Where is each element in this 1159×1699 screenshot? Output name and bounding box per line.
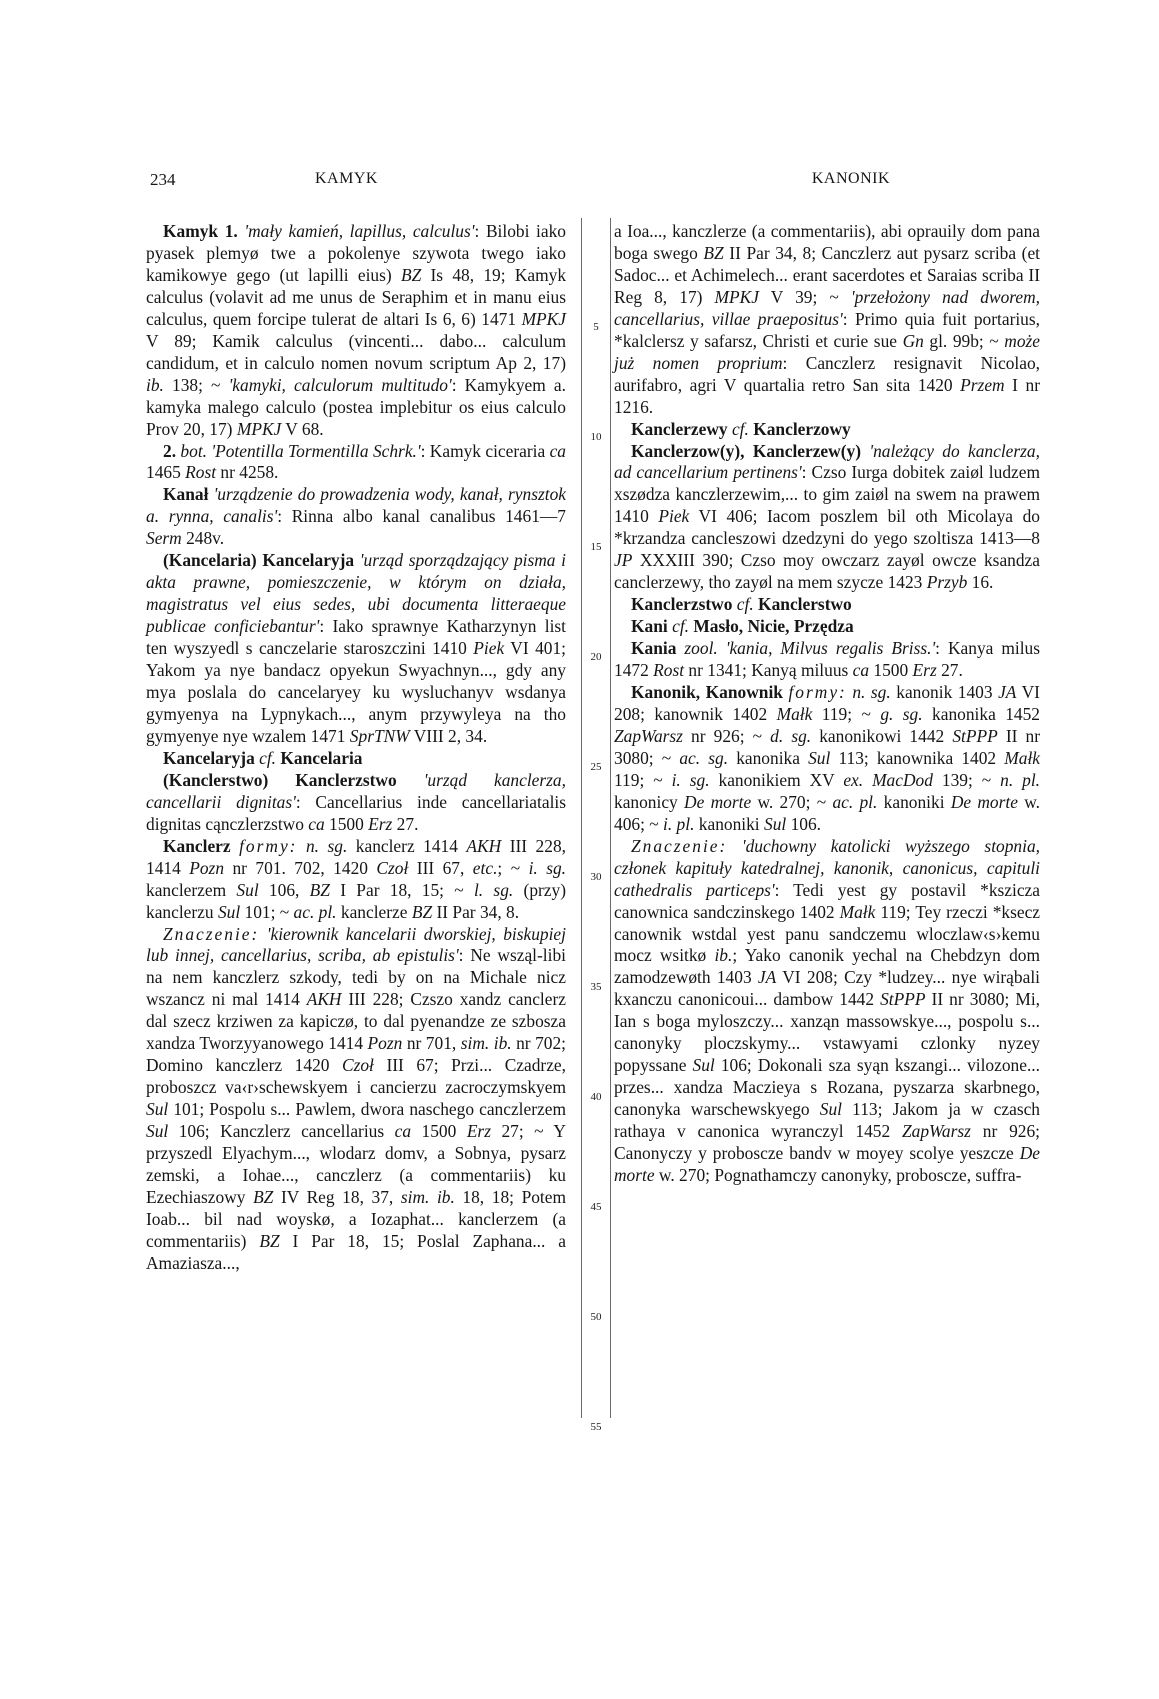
grammar-label: i. pl. xyxy=(663,813,695,834)
source-abbrev: Sul xyxy=(236,879,259,900)
gloss: 'kania, Milvus regalis Briss.' xyxy=(725,638,936,659)
entry-text: II nr 3080; Mi, Ian s boga myloszczy... xanząn massowskye..., pospolu s... canonyky ploczskymy... vstawyami czlonky nyzey popyssane xyxy=(614,989,1040,1076)
entry-text: V 68. xyxy=(281,418,324,439)
line-number: 55 xyxy=(590,1421,602,1433)
entry-text: II nr 3080; ~ xyxy=(614,725,1041,768)
gloss: 'urząd kanclerza, cancellarii dignitas' xyxy=(146,769,566,812)
entry-kanal xyxy=(146,484,566,550)
entry-text: XXXIII 390; Czso moy owczarz zayøl owcze ksandza canclerzewy, tho zayøl na mem szycze 1423 xyxy=(614,550,1040,593)
source-abbrev: ex. MacDod xyxy=(843,769,933,790)
source-abbrev: Serm xyxy=(146,528,182,549)
entry-text: III 67, xyxy=(408,857,473,878)
entry-text: : Bilobi iako pyasek plemyø twe a pokolenye szywota twego iako kamikowye gego (ut lapilli eius) xyxy=(146,221,566,285)
entry-text: 113; kanownika 1402 xyxy=(830,747,1005,768)
entry-text: : Iako sprawnye Katharzynyn list ten wyszyedl s canczelarie staroszczini 1410 xyxy=(146,616,566,659)
left-column xyxy=(146,221,566,1275)
entry-text: kanoniki xyxy=(694,813,764,834)
source-abbrev: JA xyxy=(998,682,1017,703)
source-abbrev: Rost xyxy=(653,660,685,681)
entry-text: a Ioa..., kanczlerze (a commentariis), abi oprauily dom pana boga swego xyxy=(614,221,1040,263)
entry-text: kanoniki xyxy=(877,791,951,812)
entry-text: 119; ~ xyxy=(614,769,672,790)
entry-kancelaryja xyxy=(146,550,566,748)
sense-number: 2. xyxy=(163,440,177,461)
source-abbrev: AKH xyxy=(306,989,342,1010)
line-number: 10 xyxy=(590,431,602,443)
source-abbrev: Piek xyxy=(473,638,505,659)
entry-text: (przy) kanclerzu xyxy=(146,879,567,922)
gloss: 'urząd sporządzający pisma i akta prawne, pomieszczenie, w którym on działa, magistratus vel eius sedes, ubi documenta litteraeque publicae conficiebantur' xyxy=(146,550,566,637)
entry-text: : Czso Iurga dobitek zaiøl ludzem xszødza kanczlerzewim,... to gim zaiøl na swem na prawem 1410 xyxy=(614,462,1040,527)
cf-abbrev: cf. xyxy=(731,418,749,439)
source-abbrev: MPKJ xyxy=(521,308,566,329)
circa-abbrev: ca xyxy=(549,440,566,461)
entry-text: VI 208; kanownik 1402 xyxy=(614,682,1040,724)
entry-text: 1465 xyxy=(146,462,186,483)
sim-abbrev: sim. ib. xyxy=(460,1033,512,1054)
entry-kanclerz-continued xyxy=(614,221,1040,419)
entry-text: : Kamyk ciceraria xyxy=(420,440,550,461)
entry-text: III 228; Czszo xandz canclerz dal szecz krziwen za kapiczø, to dal pyenandze ze szbosza xandza Tworzyyanowego 1414 xyxy=(146,989,566,1054)
right-column xyxy=(614,221,1040,1187)
section-label: formy: xyxy=(788,682,847,703)
gloss: 'Potentilla Tormentilla Schrk.' xyxy=(211,440,421,461)
cross-reference: Kanclerstwo xyxy=(758,594,852,615)
source-abbrev: JA xyxy=(757,967,777,988)
entry-kanonik-formy xyxy=(614,682,1040,836)
headword: Kani xyxy=(631,616,668,637)
entry-text: 113; Jakom ja w czasch rathaya v canonica wyranczyl 1452 xyxy=(614,1099,1040,1142)
entry-kanclerz-znaczenie xyxy=(146,924,566,1275)
circa-abbrev: ca xyxy=(852,660,870,681)
line-number: 45 xyxy=(590,1201,602,1213)
headword: Kanclerzstwo xyxy=(631,594,733,615)
headword: Kanclerzow(y), Kanclerzew(y) xyxy=(631,440,861,461)
entry-text: kanonika xyxy=(728,747,809,768)
gloss: może już nomen proprium xyxy=(614,330,1041,373)
grammar-label: l. sg. xyxy=(473,879,514,900)
grammar-label: d. sg. xyxy=(770,725,812,746)
source-abbrev: BZ xyxy=(259,1230,280,1251)
entry-text: kanclerzem xyxy=(146,879,237,900)
grammar-label: i. sg. xyxy=(528,857,567,878)
entry-kanclerzowy xyxy=(614,441,1040,595)
entry-text: 27; ~ Y przyszedl Elyachym..., wlodarz domv, a Sobnya, pysarz zemski, a Iohae..., canczlerz (a commentariis) ku Ezechiaszowy xyxy=(146,1121,566,1207)
entry-text: 106, xyxy=(258,879,310,900)
sim-abbrev: sim. ib. xyxy=(400,1186,455,1207)
entry-text: V 89; Kamik calculus (vincenti... dabo... calculum candidum, et in calculo nomen novum scriptum Ap 2, 17) xyxy=(146,330,566,373)
entry-text: kanonikiem XV xyxy=(709,769,844,790)
gloss: 'należący do kanclerza, ad cancellarium pertinens' xyxy=(614,440,1040,483)
grammar-label: n. sg. xyxy=(852,682,891,703)
line-number: 25 xyxy=(590,761,602,773)
entry-text: : Kanya milus 1472 xyxy=(614,638,1040,681)
entry-kanonik-znaczenie xyxy=(614,836,1040,1187)
headword: (Kancelaria) Kancelaryja xyxy=(163,550,355,571)
source-abbrev: Rost xyxy=(185,462,217,483)
entry-text: 138; ~ xyxy=(163,374,229,395)
entry-text: nr 4258. xyxy=(216,462,279,483)
section-label: Znaczenie: xyxy=(163,923,260,944)
entry-text: II Par 34, 8. xyxy=(432,901,520,922)
source-abbrev: De morte xyxy=(950,791,1018,812)
etc-abbrev: etc. xyxy=(472,857,498,878)
grammar-label: n. pl. xyxy=(1000,769,1040,790)
section-label: formy: xyxy=(239,835,298,856)
entry-kanclerzstwo xyxy=(146,770,566,836)
headword: Kanonik, Kanownik xyxy=(631,682,783,703)
running-header xyxy=(150,170,890,200)
left-running-headword: KAMYK xyxy=(315,170,378,187)
source-abbrev: Erz xyxy=(912,660,937,681)
column-rule-left xyxy=(581,218,582,1418)
entry-text: kanonicy xyxy=(614,791,685,812)
entry-kancelaryja-crossref xyxy=(146,748,566,770)
source-abbrev: BZ xyxy=(703,242,724,263)
source-abbrev: De morte xyxy=(614,1143,1040,1185)
domain-label: bot. xyxy=(180,440,207,461)
entry-text: kanclerze xyxy=(336,901,412,922)
source-abbrev: Piek xyxy=(658,506,690,527)
entry-text: III 228, 1414 xyxy=(146,835,566,878)
gloss: 'kamyki, calculorum multitudo' xyxy=(228,374,452,395)
entry-kamyk xyxy=(146,221,566,441)
source-abbrev: Sul xyxy=(808,747,831,768)
headword: Kamyk 1. xyxy=(163,221,238,241)
source-abbrev: Przem xyxy=(960,374,1005,395)
entry-text: I nr 1216. xyxy=(614,374,1040,417)
entry-text: 16. xyxy=(967,572,994,593)
grammar-label: n. sg. xyxy=(305,835,348,856)
section-label: Znaczenie: xyxy=(631,835,728,856)
line-number: 50 xyxy=(590,1311,602,1323)
entry-text: kanonik 1403 xyxy=(890,682,999,703)
source-abbrev: SprTNW xyxy=(349,725,410,746)
source-abbrev: BZ xyxy=(411,901,433,922)
source-abbrev: ZapWarsz xyxy=(901,1121,971,1142)
line-number: 40 xyxy=(590,1091,602,1103)
cf-abbrev: cf. xyxy=(736,594,754,615)
entry-text: 27. xyxy=(392,813,419,834)
entry-text: IV Reg 18, 37, xyxy=(273,1186,401,1207)
headword: (Kanclerstwo) Kanclerzstwo xyxy=(163,769,397,790)
headword: Kanclerz xyxy=(163,835,231,856)
line-number: 15 xyxy=(590,541,602,553)
source-abbrev: Sul xyxy=(146,1121,169,1142)
entry-text: I Par 18, 15; ~ xyxy=(329,879,474,900)
entry-text: nr 702; Domino kanczlerz 1420 xyxy=(146,1033,566,1076)
source-abbrev: Erz xyxy=(466,1121,491,1142)
entry-text: : Primo quia fuit portarius, *kalclersz y safarsz, Christi et curie sue xyxy=(614,308,1040,351)
right-running-headword: KANONIK xyxy=(811,170,890,187)
source-abbrev: Sul xyxy=(819,1099,843,1120)
entry-text: w. 270; ~ xyxy=(751,791,833,812)
source-abbrev: ib. xyxy=(714,945,733,966)
entry-kani-crossref xyxy=(614,616,1040,638)
line-number: 20 xyxy=(590,651,602,663)
entry-text: nr 926; Canonyczy y proboscze bandv w moyey scolye yeszcze xyxy=(614,1121,1040,1164)
source-abbrev: Gn xyxy=(902,330,924,351)
cf-abbrev: cf. xyxy=(259,747,277,768)
entry-text: : Kamykyem a. kamyka malego calculo (postea implebitur os eius calculo Prov 20, 17) xyxy=(146,374,566,439)
entry-text: V 39; ~ xyxy=(758,286,851,307)
entry-text: VI 406; Iacom poszlem bil oth Micolaya do *krzandza cancleszowi dzedzyni do yego szoltisza 1413—8 xyxy=(614,506,1040,549)
source-abbrev: Pozn xyxy=(189,857,225,878)
entry-text: 139; ~ xyxy=(932,769,1001,790)
entry-text: nr 701. 702, 1420 xyxy=(224,857,377,878)
headword: Kanał xyxy=(163,484,209,505)
entry-text: 248v. xyxy=(181,528,225,549)
source-abbrev: BZ xyxy=(400,264,422,285)
headword: Kancelaryja xyxy=(163,747,255,768)
source-abbrev: Erz xyxy=(368,813,393,834)
entry-text: : Ne wsząl-libi na nem kanczlerz szkody, tedi by on na Michale nicz wszancz ni mal 1414 xyxy=(146,945,566,1010)
gloss: 'przełożony nad dworem, cancellarius, villae praepositus' xyxy=(614,286,1041,329)
entry-text: w. 406; ~ xyxy=(614,791,1041,834)
entry-text: : Cancellarius inde cancellariatalis dignitas cąnczlerzstwo xyxy=(146,791,567,834)
entry-text: kanonikowi 1442 xyxy=(811,725,953,746)
entry-text: VI 208; Czy *ludzey... nye wirąbali kxanczu canonicoui... dambow 1442 xyxy=(614,967,1040,1010)
entry-text: VI 401; Yakom ya nye bandacz opyekun Swyachnyn..., gdy any mya poslala do cancelaryey ku wysluchanyv wsdanya gymyenya na Lypnykach..., anym przywyleya na tho gymyenye nye wzalem 1471 xyxy=(146,638,566,746)
entry-text: : Tedi yest gy postavil *kszicza canownica sandczinskego 1402 xyxy=(614,879,1040,922)
source-abbrev: Małk xyxy=(776,703,813,724)
entry-text: 27. xyxy=(936,660,963,681)
source-abbrev: Sul xyxy=(692,1055,715,1076)
gloss: 'duchowny katolicki wyższego stopnia, członek kapituły katedralnej, kanonik, canonicus, capituli cathedralis particeps' xyxy=(614,835,1040,900)
source-abbrev: Sul xyxy=(217,901,241,922)
entry-text: 101; ~ xyxy=(240,901,294,922)
entry-text: 101; Pospolu s... Pawlem, dwora naschego canczlerzem xyxy=(168,1099,566,1120)
line-number: 5 xyxy=(593,321,599,333)
entry-text: I Par 18, 15; Poslal Zaphana... a Amaziasza..., xyxy=(146,1230,566,1273)
headword: Kanclerzewy xyxy=(631,418,728,439)
entry-text: kanonika 1452 xyxy=(922,703,1041,724)
entry-text: kanclerz 1414 xyxy=(347,835,467,856)
page-number: 234 xyxy=(150,170,176,189)
entry-text: Is 48, 19; Kamyk calculus (volavit ad me unus de Seraphim et in manu eius calculus, quem forcipe tulerat de altari Is 6, 6) 1471 xyxy=(146,264,567,329)
grammar-label: g. sg. xyxy=(880,703,923,724)
entry-text: 119; ~ xyxy=(812,703,881,724)
source-abbrev: Sul xyxy=(146,1099,169,1120)
entry-text: 1500 xyxy=(869,660,913,681)
entry-text: II Par 34, 8; Canczlerz aut pysarz scriba (et Sadoc... et Achimelech... erant sacerdotes et Saraias scriba II Reg 8, 17) xyxy=(614,242,1041,307)
source-abbrev: ZapWarsz xyxy=(614,725,683,746)
entry-text: VIII 2, 34. xyxy=(409,725,488,746)
source-abbrev: AKH xyxy=(466,835,502,856)
entry-text: : Canczlerz resignavit Nicolao, aurifabro, agri V quartalia retro San sita 1420 xyxy=(614,352,1040,395)
entry-text: nr 926; ~ xyxy=(682,725,771,746)
grammar-label: ac. pl. xyxy=(832,791,878,812)
source-abbrev: Małk xyxy=(839,901,876,922)
entry-text: 18, 18; Potem Ioab... bil nad woyskø, a Iozaphat... kanclerzem (a commentariis) xyxy=(146,1186,567,1251)
source-abbrev: ib. xyxy=(146,374,164,395)
gloss: 'kierownik kancelarii dworskiej, biskupiej lub innej, cancellarius, scriba, ab epistulis' xyxy=(146,923,566,966)
circa-abbrev: ca xyxy=(394,1121,412,1142)
entry-text: ; Yako canonik yechal na Chebdzyn dom zamodzewøth 1403 xyxy=(614,945,1040,988)
entry-text: nr 701, xyxy=(402,1033,461,1054)
entry-kanclerzstwo-crossref xyxy=(614,594,1040,616)
source-abbrev: Przyb xyxy=(926,572,968,593)
entry-kamyk-2 xyxy=(146,441,566,485)
entry-text: gl. 99b; ~ xyxy=(923,330,1005,351)
grammar-label: ac. pl. xyxy=(293,901,337,922)
source-abbrev: De morte xyxy=(684,791,752,812)
cross-reference: Masło, Nicie, Przędza xyxy=(693,616,854,637)
source-abbrev: MPKJ xyxy=(236,418,282,439)
source-abbrev: MPKJ xyxy=(714,286,759,307)
domain-label: zool. xyxy=(684,638,718,659)
source-abbrev: Sul xyxy=(764,813,787,834)
entry-text: 106. xyxy=(786,813,822,834)
line-number: 30 xyxy=(590,871,602,883)
entry-text: : Rinna albo kanal canalibus 1461—7 xyxy=(277,506,566,527)
entry-kanclerz-formy xyxy=(146,836,566,924)
source-abbrev: BZ xyxy=(253,1186,274,1207)
line-number: 35 xyxy=(590,981,602,993)
grammar-label: i. sg. xyxy=(671,769,710,790)
entry-text: 119; Tey rzeczi *ksecz canownik wstdal yest panu sandczemu wloczlaw‹s›kemu mocz wsitkø xyxy=(614,901,1041,966)
entry-kania xyxy=(614,638,1040,682)
cross-reference: Kancelaria xyxy=(280,747,363,768)
entry-text: 106; Kanczlerz cancellarius xyxy=(168,1121,395,1142)
source-abbrev: Czoł xyxy=(342,1055,374,1076)
source-abbrev: Pozn xyxy=(367,1033,403,1054)
circa-abbrev: ca xyxy=(308,813,325,834)
cross-reference: Kanclerzowy xyxy=(753,418,851,439)
source-abbrev: BZ xyxy=(309,879,330,900)
source-abbrev: Czoł xyxy=(376,857,409,878)
entry-text: 106; Dokonali sza syąn kszangi... vilozone... przes... xandza Maczieya s Rozana, pyszarza skarbnego, canonyka warschewskyego xyxy=(614,1055,1040,1120)
grammar-label: ac. sg. xyxy=(679,747,729,768)
gloss: 'mały kamień, lapillus, calculus' xyxy=(244,221,475,241)
entry-text: w. 270; Pognathamczy canonyky, proboscze, suffra- xyxy=(654,1164,1022,1185)
column-rule-right xyxy=(610,218,611,1418)
entry-text: nr 1341; Kanyą miluus xyxy=(684,660,853,681)
source-abbrev: Małk xyxy=(1004,747,1041,768)
source-abbrev: StPPP xyxy=(880,989,926,1010)
source-abbrev: JP xyxy=(614,550,633,571)
headword: Kania xyxy=(631,638,677,659)
gloss: 'urządzenie do prowadzenia wody, kanał, rynsztok a. rynna, canalis' xyxy=(146,484,566,527)
entry-text: 1500 xyxy=(411,1121,467,1142)
entry-text: ; ~ xyxy=(497,857,529,878)
cf-abbrev: cf. xyxy=(672,616,689,637)
entry-text: III 67; Przi... Czadrze, proboszcz va‹r›schewskyem i cancierzu zacroczymskyem xyxy=(146,1055,566,1098)
entry-kanclerzewy-crossref xyxy=(614,419,1040,441)
source-abbrev: StPPP xyxy=(952,725,998,746)
entry-text: 1500 xyxy=(324,813,369,834)
